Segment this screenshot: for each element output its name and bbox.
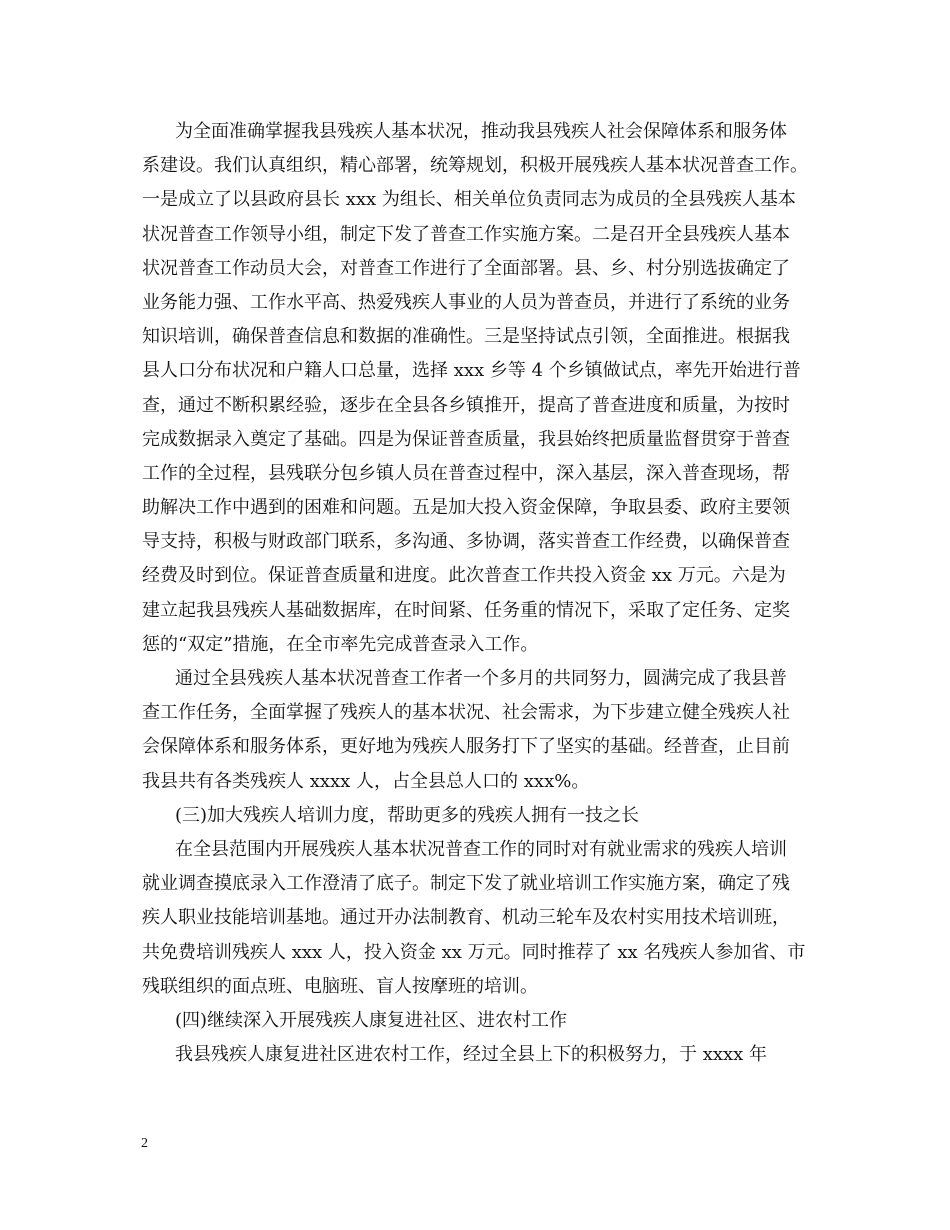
text-line: 惩的“双定”措施，在全市率先完成普查录入工作。 [142,633,539,655]
text-line: 状况普查工作动员大会，对普查工作进行了全面部署。县、乡、村分别选拔确定了 [142,257,790,279]
text-line: 建立起我县残疾人基础数据库，在时间紧、任务重的情况下，采取了定任务、定奖 [142,599,790,621]
text-line: 导支持，积极与财政部门联系，多沟通、多协调，落实普查工作经费，以确保普查 [142,531,790,553]
text-line: 就业调查摸底录入工作澄清了底子。制定下发了就业培训工作实施方案，确定了残 [142,873,790,895]
text-line: 工作的全过程，县残联分包乡镇人员在普查过程中，深入基层，深入普查现场，帮 [142,462,790,484]
text-line: 会保障体系和服务体系，更好地为残疾人服务打下了坚实的基础。经普查，止目前 [142,736,790,758]
text-line: 为全面准确掌握我县残疾人基本状况，推动我县残疾人社会保障体系和服务体 [175,121,787,142]
document-body [142,115,825,1072]
text-line: 查工作任务，全面掌握了残疾人的基本状况、社会需求，为下步建立健全残疾人社 [142,702,790,724]
section-heading: (四)继续深入开展残疾人康复进社区、进农村工作 [175,1009,568,1031]
text-line: 通过全县残疾人基本状况普查工作者一个多月的共同努力，圆满完成了我县普 [175,668,787,689]
text-line: 状况普查工作领导小组，制定下发了普查工作实施方案。二是召开全县残疾人基本 [142,223,790,245]
text-line: 经费及时到位。保证普查质量和进度。此次普查工作共投入资金 xx 万元。六是为 [142,565,786,587]
text-line: 我县残疾人康复进社区进农村工作，经过全县上下的积极努力，于 xxxx 年 [175,1044,768,1066]
text-line: 疾人职业技能培训基地。通过开办法制教育、机动三轮车及农村实用技术培训班， [142,907,790,929]
text-line: 完成数据录入奠定了基础。四是为保证普查质量，我县始终把质量监督贯穿于普查 [142,428,790,450]
text-line: 我县共有各类残疾人 xxxx 人，占全县总人口的 xxx%。 [142,770,590,792]
text-line: 知识培训，确保普查信息和数据的准确性。三是坚持试点引领，全面推进。根据我 [142,326,790,348]
text-line: 业务能力强、工作水平高、热爱残疾人事业的人员为普查员，并进行了系统的业务 [142,291,790,313]
text-line: 共免费培训残疾人 xxx 人，投入资金 xx 万元。同时推荐了 xx 名残疾人参加省、市 [142,941,806,963]
text-line: 系建设。我们认真组织，精心部署，统筹规划，积极开展残疾人基本状况普查工作。 [142,155,808,177]
text-line: 县人口分布状况和户籍人口总量，选择 xxx 乡等 4 个乡镇做试点，率先开始进行普 [142,360,801,382]
section-heading: (三)加大残疾人培训力度，帮助更多的残疾人拥有一技之长 [175,804,640,826]
text-line: 助解决工作中遇到的困难和问题。五是加大投入资金保障，争取县委、政府主要领 [142,497,790,519]
text-line: 残联组织的面点班、电脑班、盲人按摩班的培训。 [142,975,538,997]
text-line: 查，通过不断积累经验，逐步在全县各乡镇推开，提高了普查进度和质量，为按时 [142,394,790,416]
text-line: 一是成立了以县政府县长 xxx 为组长、相关单位负责同志为成员的全县残疾人基本 [142,189,796,211]
text-line: 在全县范围内开展残疾人基本状况普查工作的同时对有就业需求的残疾人培训 [175,838,787,860]
page-number: 2 [141,1136,148,1151]
